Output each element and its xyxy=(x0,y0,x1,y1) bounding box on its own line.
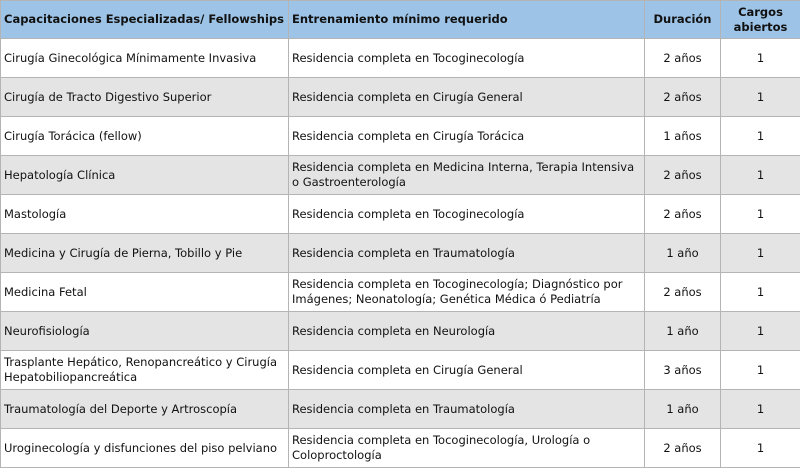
fellowship-cell: Traumatología del Deporte y Artroscopía xyxy=(1,390,289,429)
positions-cell: 1 xyxy=(721,78,800,117)
table-row xyxy=(1,78,800,117)
training-cell: Residencia completa en Cirugía Torácica xyxy=(289,117,645,156)
training-cell: Residencia completa en Tocoginecología; Diagnóstico por Imágenes; Neonatología; Genética Médica ó Pediatría xyxy=(289,273,645,312)
column-header-training: Entrenamiento mínimo requerido xyxy=(289,1,645,39)
duration-cell: 1 año xyxy=(645,234,721,273)
training-cell: Residencia completa en Traumatología xyxy=(289,234,645,273)
table-row xyxy=(1,234,800,273)
table-row xyxy=(1,390,800,429)
positions-cell: 1 xyxy=(721,234,800,273)
positions-cell: 1 xyxy=(721,273,800,312)
duration-cell: 2 años xyxy=(645,429,721,468)
fellowship-cell: Medicina Fetal xyxy=(1,273,289,312)
table-row xyxy=(1,39,800,78)
duration-cell: 3 años xyxy=(645,351,721,390)
duration-cell: 2 años xyxy=(645,156,721,195)
table-row xyxy=(1,117,800,156)
positions-cell: 1 xyxy=(721,117,800,156)
fellowship-cell: Cirugía Ginecológica Mínimamente Invasiva xyxy=(1,39,289,78)
fellowship-cell: Hepatología Clínica xyxy=(1,156,289,195)
positions-cell: 1 xyxy=(721,351,800,390)
table-row xyxy=(1,156,800,195)
header-row xyxy=(1,1,800,39)
positions-cell: 1 xyxy=(721,39,800,78)
duration-cell: 2 años xyxy=(645,39,721,78)
fellowship-cell: Neurofisiología xyxy=(1,312,289,351)
fellowship-cell: Trasplante Hepático, Renopancreático y Cirugía Hepatobiliopancreática xyxy=(1,351,289,390)
table-row xyxy=(1,195,800,234)
training-cell: Residencia completa en Medicina Interna, Terapia Intensiva o Gastroenterología xyxy=(289,156,645,195)
training-cell: Residencia completa en Tocoginecología xyxy=(289,195,645,234)
duration-cell: 1 año xyxy=(645,312,721,351)
table-header xyxy=(1,1,800,39)
positions-cell: 1 xyxy=(721,312,800,351)
table-row xyxy=(1,312,800,351)
column-header-positions: Cargos abiertos xyxy=(721,1,800,39)
duration-cell: 1 años xyxy=(645,117,721,156)
training-cell: Residencia completa en Tocoginecología, Urología o Coloproctología xyxy=(289,429,645,468)
duration-cell: 2 años xyxy=(645,78,721,117)
table-row xyxy=(1,429,800,468)
positions-cell: 1 xyxy=(721,156,800,195)
table-row xyxy=(1,351,800,390)
positions-cell: 1 xyxy=(721,390,800,429)
fellowship-cell: Mastología xyxy=(1,195,289,234)
duration-cell: 1 año xyxy=(645,390,721,429)
fellowship-cell: Cirugía de Tracto Digestivo Superior xyxy=(1,78,289,117)
positions-cell: 1 xyxy=(721,429,800,468)
table-row xyxy=(1,273,800,312)
duration-cell: 2 años xyxy=(645,195,721,234)
table-body xyxy=(1,39,800,468)
training-cell: Residencia completa en Cirugía General xyxy=(289,351,645,390)
training-cell: Residencia completa en Tocoginecología xyxy=(289,39,645,78)
duration-cell: 2 años xyxy=(645,273,721,312)
training-cell: Residencia completa en Traumatología xyxy=(289,390,645,429)
positions-cell: 1 xyxy=(721,195,800,234)
fellowship-cell: Uroginecología y disfunciones del piso pelviano xyxy=(1,429,289,468)
column-header-duration: Duración xyxy=(645,1,721,39)
fellowship-cell: Cirugía Torácica (fellow) xyxy=(1,117,289,156)
fellowship-cell: Medicina y Cirugía de Pierna, Tobillo y Pie xyxy=(1,234,289,273)
training-cell: Residencia completa en Cirugía General xyxy=(289,78,645,117)
column-header-fellowship: Capacitaciones Especializadas/ Fellowships xyxy=(1,1,289,39)
training-cell: Residencia completa en Neurología xyxy=(289,312,645,351)
